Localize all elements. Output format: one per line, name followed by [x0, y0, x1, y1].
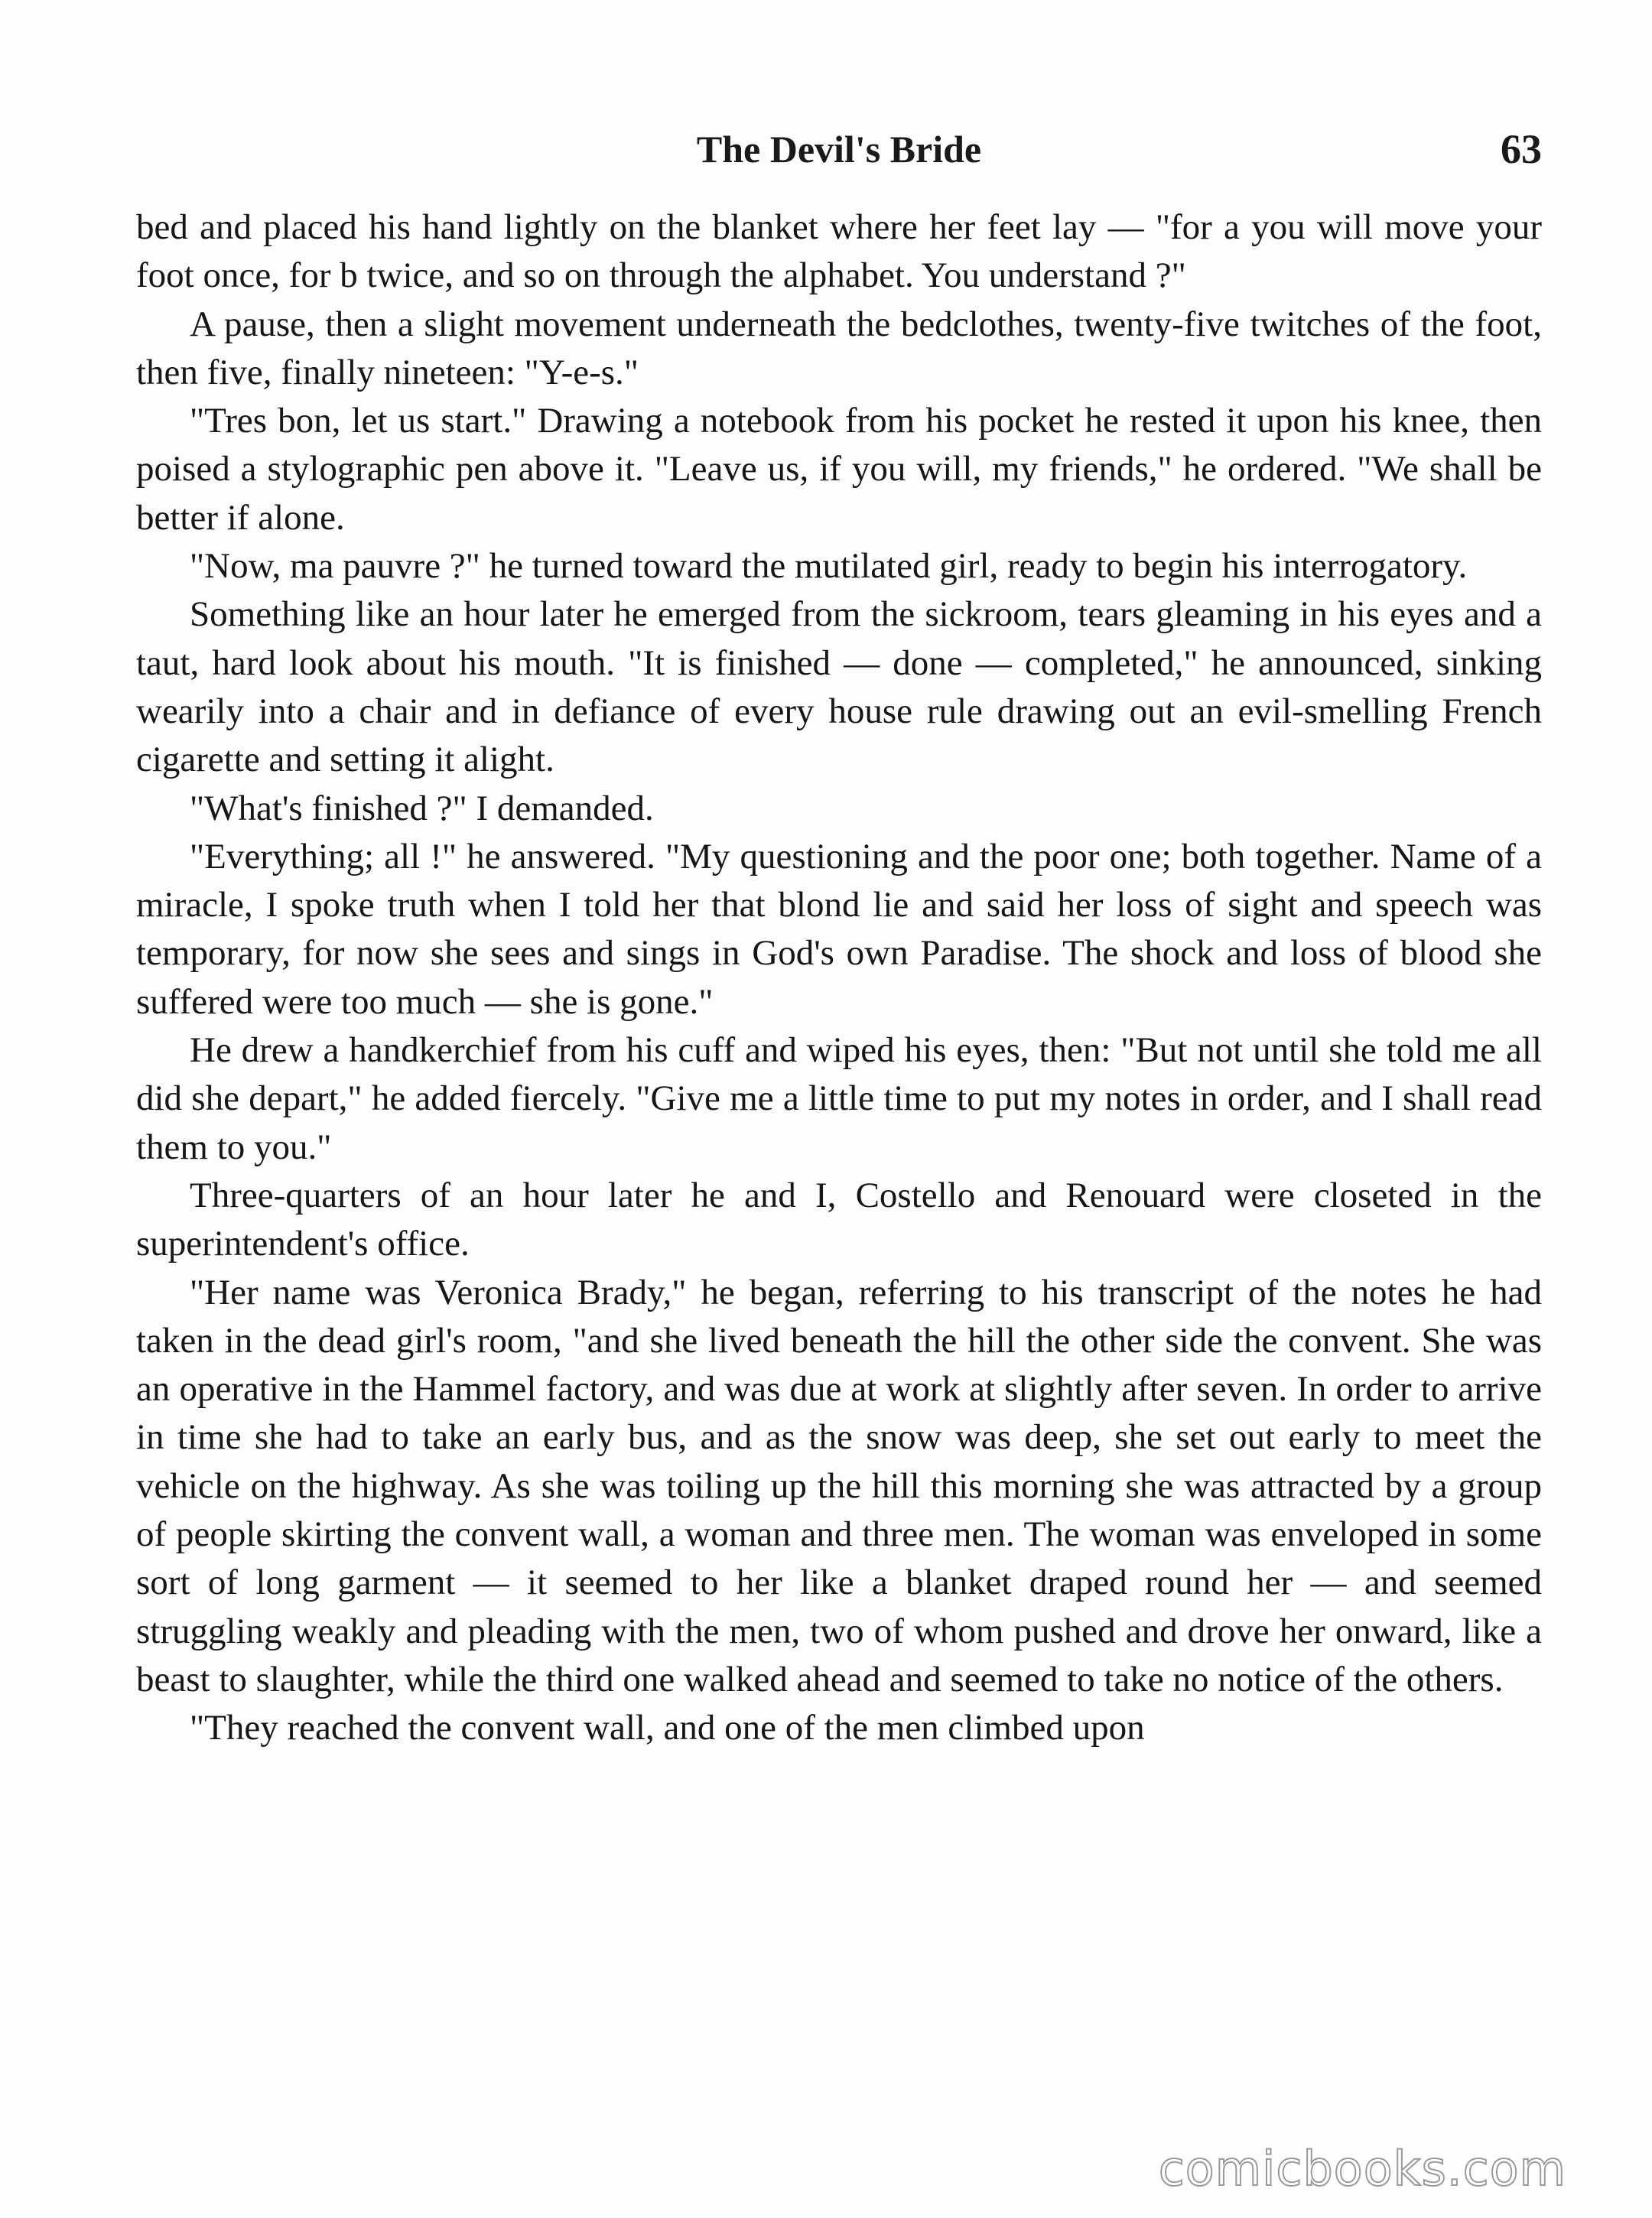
- paragraph-7: "Everything; all !" he answered. "My questioning and the poor one; both together. Name of a miracle, I spoke truth when I told her that blond lie and said her loss of sight and speech was temporary, for now she sees and sings in God's own Paradise. The shock and loss of blood she suffered were too much — she is gone.": [136, 836, 1542, 1022]
- running-title: The Devil's Bride: [696, 128, 982, 171]
- paragraph-1: bed and placed his hand lightly on the blanket where her feet lay — "for a you will move your foot once, for b twice, and so on through the alphabet. You understand ?": [136, 207, 1542, 296]
- paragraph-9: Three-quarters of an hour later he and I, Costello and Renouard were closeted in the superintendent's office.: [136, 1175, 1542, 1264]
- running-header: [136, 115, 1542, 184]
- paragraph-6: "What's finished ?" I demanded.: [190, 788, 654, 828]
- paragraph-11: "They reached the convent wall, and one of the men climbed upon: [190, 1708, 1145, 1748]
- page-number: 63: [1501, 126, 1542, 172]
- paragraph-5: Something like an hour later he emerged from the sickroom, tears gleaming in his eyes and a taut, hard look about his mouth. "It is finished — done — completed," he announced, sinking wearily into a chair and in defiance of every house rule drawing out an evil-smelling French cigarette and setting it alight.: [136, 594, 1542, 780]
- watermark: comicbooks.com: [1158, 2141, 1566, 2197]
- paragraph-3: "Tres bon, let us start." Drawing a notebook from his pocket he rested it upon his knee, then poised a stylographic pen above it. "Leave us, if you will, my friends," he ordered. "We shall be better if alone.: [136, 401, 1542, 538]
- paragraph-8: He drew a handkerchief from his cuff and wiped his eyes, then: "But not until she told me all did she depart," he added fiercely. "Give me a little time to put my notes in order, and I shall read them to you.": [136, 1030, 1542, 1167]
- paragraph-10: "Her name was Veronica Brady," he began, referring to his transcript of the notes he had taken in the dead girl's room, "and she lived beneath the hill the other side the convent. She was an operative in the Hammel factory, and was due at work at slightly after seven. In order to arrive in time she had to take an early bus, and as the snow was deep, she set out early to meet the vehicle on the highway. As she was toiling up the hill this morning she was attracted by a group of people skirting the convent wall, a woman and three men. The woman was enveloped in some sort of long garment — it seemed to her like a blanket draped round her — and seemed struggling weakly and pleading with the men, two of whom pushed and drove her onward, like a beast to slaughter, while the third one walked ahead and seemed to take no notice of the others.: [136, 1272, 1542, 1699]
- paragraph-4: "Now, ma pauvre ?" he turned toward the mutilated girl, ready to begin his interrogatory.: [190, 546, 1468, 587]
- paragraph-2: A pause, then a slight movement underneath the bedclothes, twenty-five twitches of the foot, then five, finally nineteen: "Y-e-s.": [136, 304, 1542, 392]
- body-text: [136, 203, 1542, 1753]
